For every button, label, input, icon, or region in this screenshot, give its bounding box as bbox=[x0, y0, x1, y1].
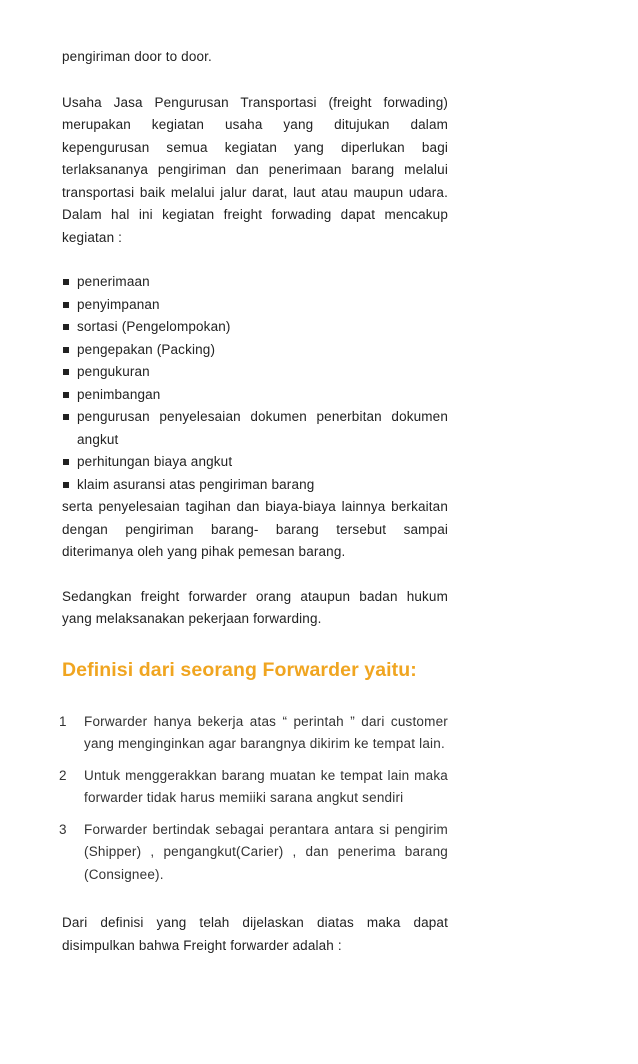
square-bullet-icon bbox=[63, 324, 69, 330]
square-bullet-icon bbox=[63, 369, 69, 375]
activities-list bbox=[62, 271, 448, 496]
definitions-list bbox=[59, 711, 448, 887]
list-item: penerimaan bbox=[62, 271, 448, 294]
intro-paragraph: Usaha Jasa Pengurusan Transportasi (freight forwading) merupakan kegiatan usaha yang ditujukan dalam kepengurusan semua kegiatan yang diperlukan bagi terlaksananya pengiriman dan penerimaan barang melalui transportasi baik melalui jalur darat, laut atau maupun udara. Dalam hal ini kegiatan freight forwading dapat mencakup kegiatan : bbox=[62, 94, 448, 245]
item-number: 3 bbox=[59, 821, 67, 837]
list-item: sortasi (Pengelompokan) bbox=[62, 316, 448, 339]
list-item bbox=[59, 819, 448, 887]
item-text: Untuk menggerakkan barang muatan ke tempat lain maka forwarder tidak harus memiiki sarana angkut sendiri bbox=[84, 767, 448, 805]
list-item: perhitungan biaya angkut bbox=[62, 451, 448, 474]
sedangkan-paragraph: Sedangkan freight forwarder orang ataupun badan hukum yang melaksanakan pekerjaan forwarding. bbox=[62, 588, 448, 626]
list-item: pengurusan penyelesaian dokumen penerbitan dokumen angkut bbox=[62, 406, 448, 451]
list-item bbox=[59, 765, 448, 810]
lead-paragraph: pengiriman door to door. bbox=[62, 49, 212, 64]
list-item: pengukuran bbox=[62, 361, 448, 384]
item-text: Forwarder hanya bekerja atas “ perintah ” dari customer yang menginginkan agar barangnya dikirim ke tempat lain. bbox=[84, 713, 448, 751]
list-item bbox=[59, 711, 448, 756]
serta-paragraph: serta penyelesaian tagihan dan biaya-biaya lainnya berkaitan dengan pengiriman barang- barang tersebut sampai diterimanya oleh yang pihak pemesan barang. bbox=[62, 499, 448, 559]
list-item: penyimpanan bbox=[62, 294, 448, 317]
item-text: Forwarder bertindak sebagai perantara antara si pengirim (Shipper) , pengangkut(Carier) , dan penerima barang (Consignee). bbox=[84, 821, 448, 882]
square-bullet-icon bbox=[63, 302, 69, 308]
square-bullet-icon bbox=[63, 347, 69, 353]
square-bullet-icon bbox=[63, 459, 69, 465]
list-item: penimbangan bbox=[62, 384, 448, 407]
square-bullet-icon bbox=[63, 279, 69, 285]
square-bullet-icon bbox=[63, 482, 69, 488]
square-bullet-icon bbox=[63, 414, 69, 420]
article-content bbox=[59, 46, 448, 957]
list-item: klaim asuransi atas pengiriman barang bbox=[62, 474, 448, 497]
square-bullet-icon bbox=[63, 392, 69, 398]
item-number: 1 bbox=[59, 713, 67, 729]
item-number: 2 bbox=[59, 767, 67, 783]
list-item: pengepakan (Packing) bbox=[62, 339, 448, 362]
conclusion-paragraph: Dari definisi yang telah dijelaskan diatas maka dapat disimpulkan bahwa Freight forwarder adalah : bbox=[62, 915, 448, 953]
section-heading: Definisi dari seorang Forwarder yaitu: bbox=[62, 658, 417, 681]
